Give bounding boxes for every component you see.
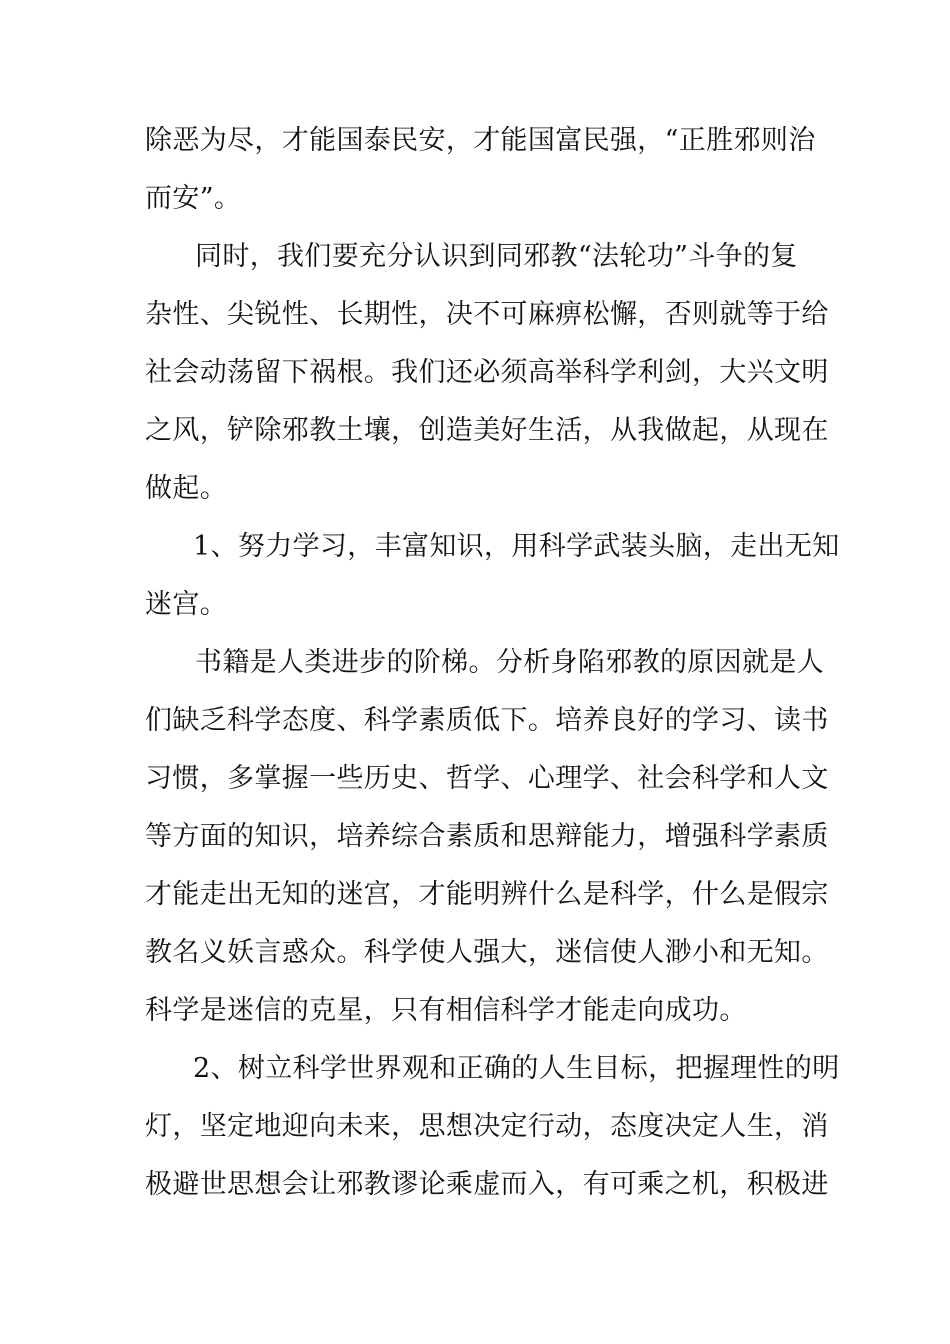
text-line: 书籍是人类进步的阶梯。分析身陷邪教的原因就是人 <box>195 647 825 678</box>
list-item-1 <box>145 518 840 634</box>
text-line: 迷宫。 <box>145 589 228 620</box>
text-line: 科学是迷信的克星，只有相信科学才能走向成功。 <box>145 995 747 1026</box>
text-line: 杂性、尖锐性、长期性，决不可麻痹松懈，否则就等于给 <box>145 299 829 330</box>
text-line: 1、努力学习，丰富知识，用科学武装头脑，走出无知 <box>193 531 840 562</box>
text-line: 等方面的知识，培养综合素质和思辩能力，增强科学素质 <box>145 821 829 852</box>
body-text <box>145 112 840 1214</box>
text-line: 灯，坚定地迎向未来，思想决定行动，态度决定人生，消 <box>145 1111 829 1142</box>
text-line: 之风，铲除邪教土壤，创造美好生活，从我做起，从现在 <box>145 415 829 446</box>
paragraph-books <box>145 634 829 1040</box>
text-line: 才能走出无知的迷宫，才能明辨什么是科学，什么是假宗 <box>145 879 829 910</box>
paragraph-continuation <box>145 112 816 228</box>
text-line: 教名义妖言惑众。科学使人强大，迷信使人渺小和无知。 <box>145 937 829 968</box>
text-line: 极避世思想会让邪教谬论乘虚而入，有可乘之机，积极进 <box>145 1169 829 1200</box>
text-line: 除恶为尽，才能国泰民安，才能国富民强，“正胜邪则治 <box>145 125 816 156</box>
text-line: 而安”。 <box>145 183 242 214</box>
list-item-2 <box>145 1040 840 1214</box>
text-line: 社会动荡留下祸根。我们还必须高举科学利剑，大兴文明 <box>145 357 829 388</box>
paragraph-struggle <box>145 228 829 518</box>
text-line: 2、树立科学世界观和正确的人生目标，把握理性的明 <box>193 1053 840 1084</box>
text-line: 们缺乏科学态度、科学素质低下。培养良好的学习、读书 <box>145 705 829 736</box>
text-line: 做起。 <box>145 473 228 504</box>
text-line: 习惯，多掌握一些历史、哲学、心理学、社会科学和人文 <box>145 763 829 794</box>
text-line: 同时，我们要充分认识到同邪教“法轮功”斗争的复 <box>195 241 798 272</box>
